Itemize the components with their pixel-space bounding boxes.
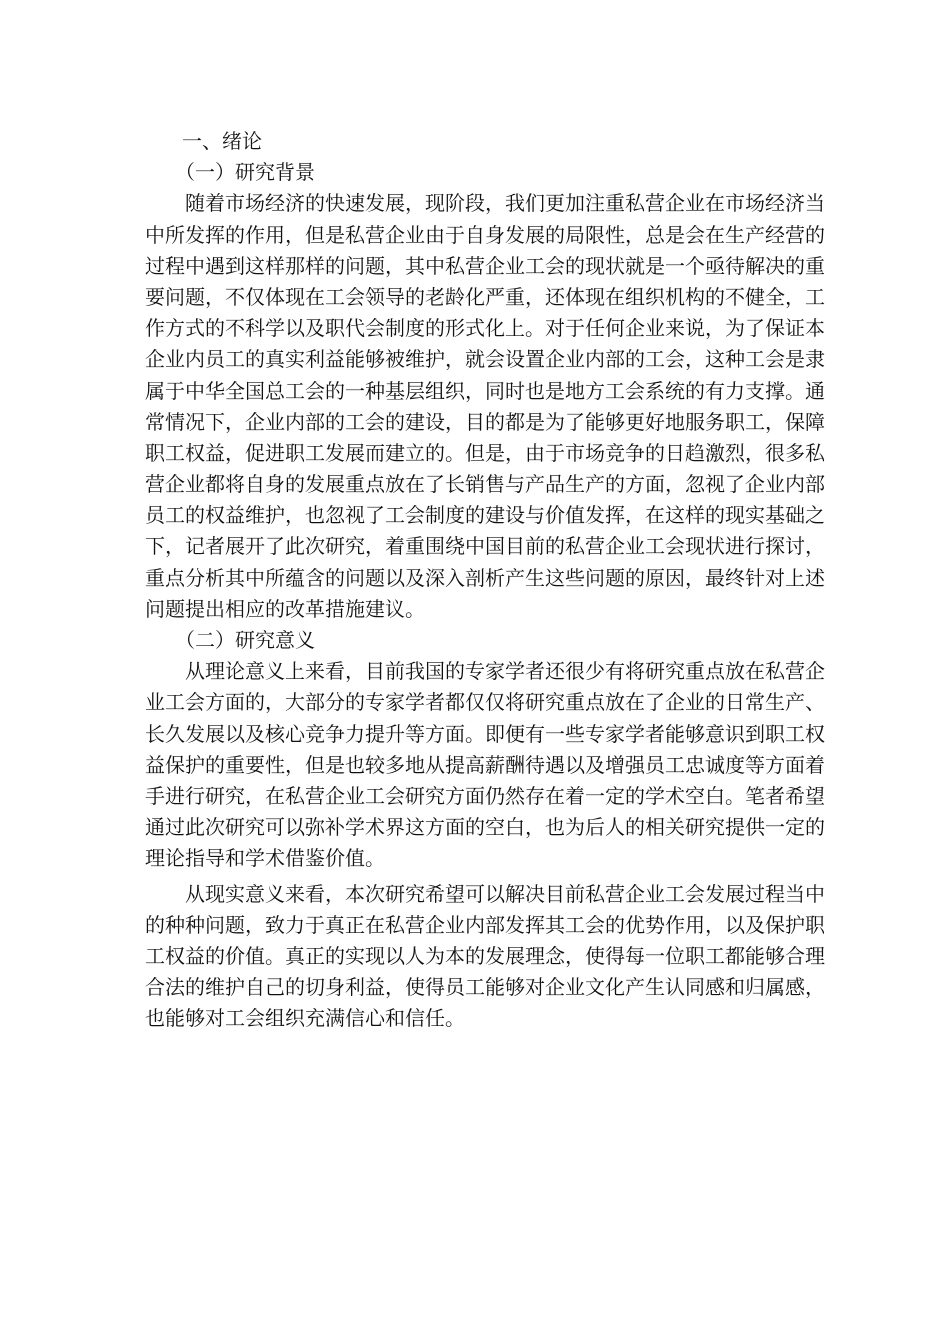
paragraph-line: 中所发挥的作用，但是私营企业由于自身发展的局限性，总是会在生产经营的 (145, 222, 825, 247)
paragraph-line: 手进行研究，在私营企业工会研究方面仍然存在着一定的学术空白。笔者希望 (145, 783, 825, 808)
paragraph-line: 问题提出相应的改革措施建议。 (145, 596, 425, 621)
paragraph-line: 作方式的不科学以及职代会制度的形式化上。对于任何企业来说，为了保证本 (145, 316, 825, 341)
paragraph-line: 益保护的重要性，但是也较多地从提高薪酬待遇以及增强员工忠诚度等方面着 (145, 752, 825, 777)
paragraph-line: 也能够对工会组织充满信心和信任。 (145, 1006, 465, 1031)
paragraph-line: 的种种问题，致力于真正在私营企业内部发挥其工会的优势作用，以及保护职 (145, 912, 825, 937)
paragraph-line: 营企业都将自身的发展重点放在了长销售与产品生产的方面，忽视了企业内部 (145, 472, 825, 497)
paragraph-line: 职工权益，促进职工发展而建立的。但是，由于市场竞争的日趋激烈，很多私 (145, 440, 825, 465)
paragraph-line: 过程中遇到这样那样的问题，其中私营企业工会的现状就是一个亟待解决的重 (145, 253, 825, 278)
paragraph-practice (145, 879, 825, 1035)
paragraph-line: 长久发展以及核心竞争力提升等方面。即便有一些专家学者能够意识到职工权 (145, 721, 825, 746)
paragraph-line: 合法的维护自己的切身利益，使得员工能够对企业文化产生认同感和归属感， (145, 975, 825, 1000)
chapter-heading: 一、绪论 (182, 129, 262, 153)
paragraph-line: 从理论意义上来看，目前我国的专家学者还很少有将研究重点放在私营企 (185, 659, 825, 684)
paragraph-line: 业工会方面的，大部分的专家学者都仅仅将研究重点放在了企业的日常生产、 (145, 690, 825, 715)
paragraph-line: 企业内员工的真实利益能够被维护，就会设置企业内部的工会，这种工会是隶 (145, 347, 825, 372)
section-heading-background: （一）研究背景 (175, 160, 315, 185)
paragraph-line: 常情况下，企业内部的工会的建设，目的都是为了能够更好地服务职工，保障 (145, 409, 825, 434)
paragraph-line: 重点分析其中所蕴含的问题以及深入剖析产生这些问题的原因，最终针对上述 (145, 565, 825, 590)
document-page (145, 126, 825, 1034)
paragraph-line: 从现实意义来看，本次研究希望可以解决目前私营企业工会发展过程当中 (185, 881, 825, 906)
paragraph-background (145, 188, 825, 625)
section-heading-significance: （二）研究意义 (175, 628, 315, 652)
paragraph-line: 要问题，不仅体现在工会领导的老龄化严重，还体现在组织机构的不健全，工 (145, 284, 825, 309)
paragraph-theory (145, 656, 825, 874)
paragraph-line: 工权益的价值。真正的实现以人为本的发展理念，使得每一位职工都能够合理 (145, 943, 825, 968)
paragraph-line: 下，记者展开了此次研究，着重围绕中国目前的私营企业工会现状进行探讨， (145, 534, 825, 559)
paragraph-line: 属于中华全国总工会的一种基层组织，同时也是地方工会系统的有力支撑。通 (145, 378, 825, 403)
paragraph-line: 理论指导和学术借鉴价值。 (145, 846, 385, 871)
paragraph-line: 员工的权益维护，也忽视了工会制度的建设与价值发挥，在这样的现实基础之 (145, 503, 825, 528)
paragraph-line: 通过此次研究可以弥补学术界这方面的空白，也为后人的相关研究提供一定的 (145, 815, 825, 840)
paragraph-line: 随着市场经济的快速发展，现阶段，我们更加注重私营企业在市场经济当 (185, 191, 825, 216)
